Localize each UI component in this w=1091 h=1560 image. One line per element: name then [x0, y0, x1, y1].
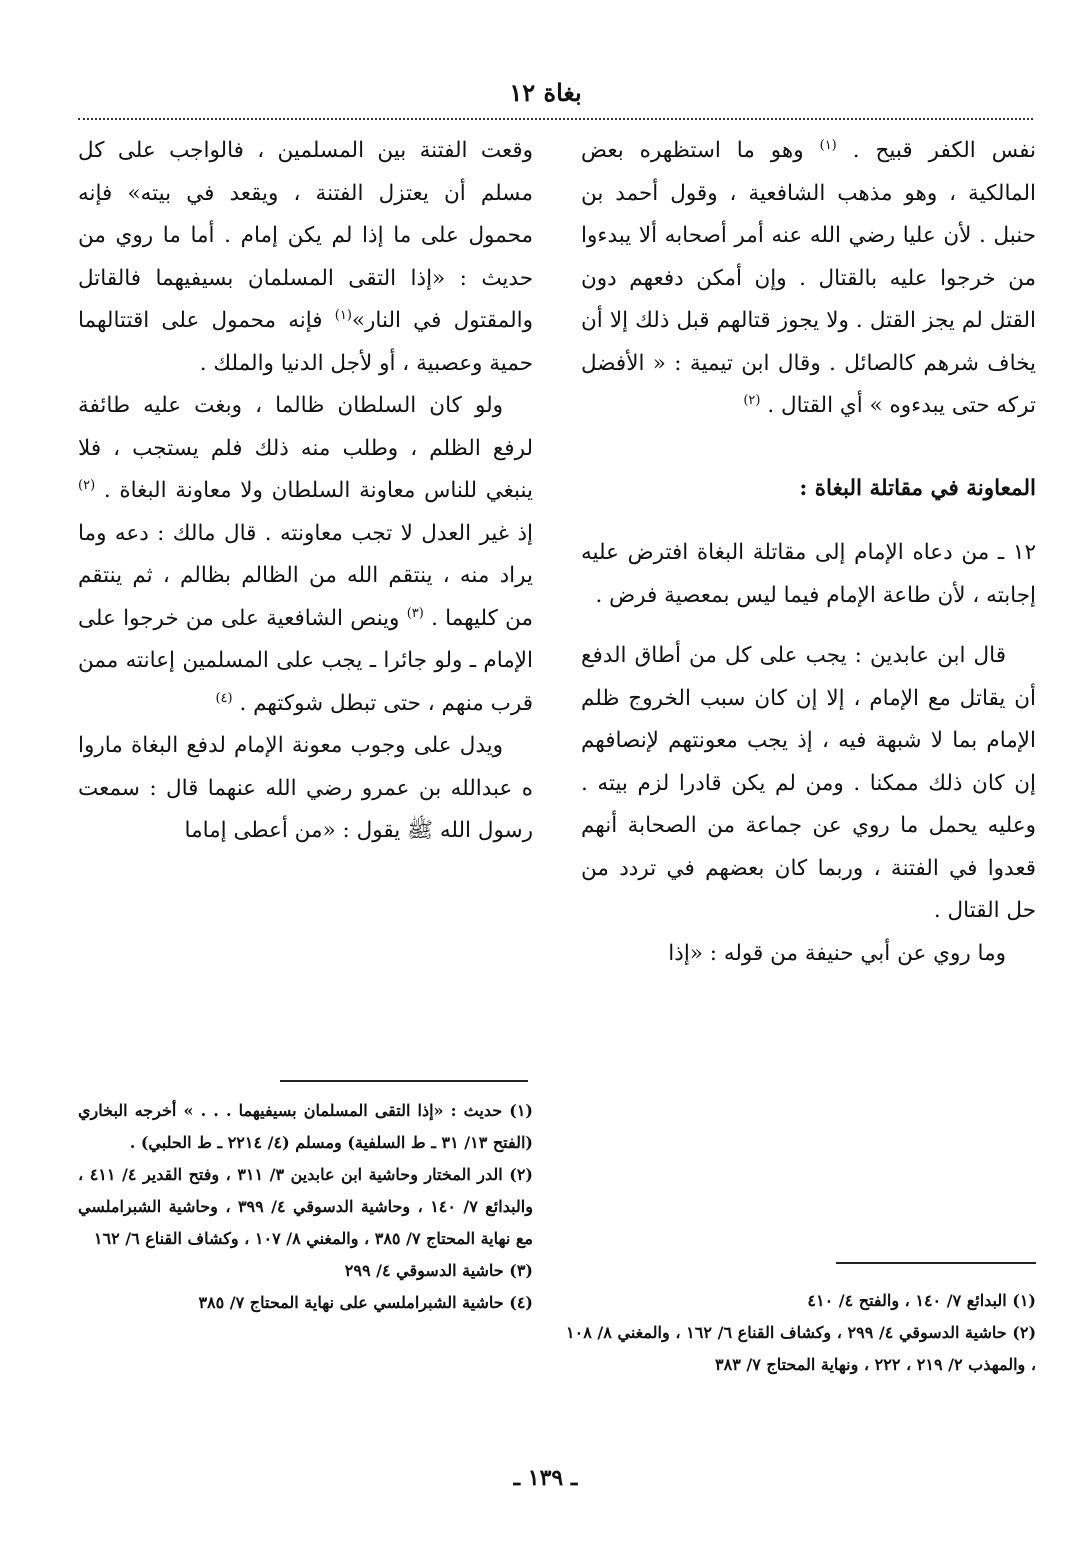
- page-number: ـ ١٣٩ ـ: [513, 1465, 578, 1491]
- paragraph: ويدل على وجوب معونة الإمام لدفع البغاة ماروا ه عبدالله بن عمرو رضي الله عنهما قال : سمعت رسول الله ﷺ يقول : «من أعطى إماما: [78, 733, 533, 843]
- footnote-ref[interactable]: (١): [819, 137, 837, 153]
- left-column: [78, 130, 533, 853]
- text-run: إذ غير العدل لا تجب معاونته . قال مالك : دعه وما يراد منه ، ينتقم الله من الظالم بظالم ، ثم ينتقم من كليهما .: [78, 520, 533, 631]
- paragraph: [78, 385, 533, 725]
- text-run: وينص الشافعية على من خرجوا على الإمام ـ ولو جائرا ـ يجب على المسلمين إعانته ممن قرب منهم ، حتى تبطل شوكتهم .: [78, 605, 533, 716]
- text-run: فإنه محمول على اقتتالهما حمية وعصبية ، أو لأجل الدنيا والملك .: [78, 308, 533, 376]
- footnote: (٢) الدر المختار وحاشية ابن عابدين ٣/ ٣١١ ، وفتح القدير ٤/ ٤١١ ، والبدائع ٧/ ١٤٠ ، وحاشية الدسوقي ٤/ ٣٩٩ ، وحاشية الشبراملسي مع نهاية المحتاج ٧/ ٣٨٥ ، والمغني ٨/ ١٠٧ ، وكشاف القناع ٦/ ١٦٢: [78, 1165, 533, 1248]
- footnote: (١) البدائع ٧/ ١٤٠ ، والفتح ٤/ ٤١٠: [807, 1291, 1036, 1310]
- footnote-divider: [836, 1262, 1036, 1264]
- paragraph: وما روي عن أبي حنيفة من قوله : «إذا: [668, 940, 1006, 966]
- footnote: (٣) حاشية الدسوقي ٤/ ٢٩٩: [344, 1261, 533, 1280]
- footnote: (٤) حاشية الشبراملسي على نهاية المحتاج ٧/ ٣٨٥: [198, 1293, 533, 1312]
- text-run: ولو كان السلطان ظالما ، وبغت عليه طائفة لرفع الظلم ، وطلب منه ذلك فلم يستجب ، فلا ينبغي للناس معاونة السلطان ولا معاونة البغاة .: [78, 393, 534, 503]
- footnote-ref[interactable]: (٤): [215, 690, 233, 706]
- paragraph: قال ابن عابدين : يجب على كل من أطاق الدفع أن يقاتل مع الإمام ، إلا إن كان سبب الخروج ظلم الإمام بما لا شبهة فيه ، إذ يجب معونتهم لإنصافهم إن كان ذلك ممكنا . ومن لم يكن قادرا لزم بيته . وعليه يحمل ما روي عن جماعة من الصحابة أنهم قعدوا في الفتنة ، وربما كان بعضهم في تردد من حل القتال .: [581, 643, 1036, 923]
- footnote: (١) حديث : «إذا التقى المسلمان بسيفيهما . . . » أخرجه البخاري (الفتح ١٣/ ٣١ ـ ط السلفية) ومسلم (٤/ ٢٢١٤ ـ ط الحلبي) .: [78, 1101, 533, 1152]
- running-header: بغاة ١٢: [509, 78, 582, 107]
- footnote-ref[interactable]: (٣): [406, 605, 424, 621]
- footnote-ref[interactable]: (٢): [743, 392, 761, 408]
- footnote-ref[interactable]: (٢): [78, 477, 96, 493]
- right-column: [581, 130, 1036, 975]
- footnote: (٢) حاشية الدسوقي ٤/ ٢٩٩ ، وكشاف القناع ٦/ ١٦٢ ، والمغني ٨/ ١٠٨ ، والمهذب ٢/ ٢١٩ ، ٢٢٢ ، ونهاية المحتاج ٧/ ٣٨٣: [566, 1323, 1037, 1374]
- paragraph: ١٢ ـ من دعاه الإمام إلى مقاتلة البغاة افترض عليه إجابته ، لأن طاعة الإمام فيما ليس بمعصية فرض .: [581, 540, 1036, 608]
- footnotes-left: [78, 1095, 533, 1319]
- footnote-divider: [280, 1080, 528, 1082]
- section-heading: المعاونة في مقاتلة البغاة :: [799, 475, 1036, 501]
- header-divider: [78, 118, 1033, 120]
- paragraph: [78, 130, 533, 385]
- text-run: نفس الكفر قبيح .: [852, 138, 1036, 163]
- paragraph: [581, 130, 1036, 428]
- footnotes-right: [566, 1285, 1036, 1381]
- text-run: وهو ما استظهره بعض المالكية ، وهو مذهب الشافعية ، وقول أحمد بن حنبل . لأن عليا رضي الله عنه أمر أصحابه ألا يبدءوا من خرجوا عليه بالقتال . وإن أمكن دفعهم دون القتل لم يجز القتل . ولا يجوز قتالهم قبل ذلك إلا أن يخاف شرهم كالصائل . وقال ابن تيمية : « الأفضل تركه حتى يبدءوه » أي القتال .: [581, 138, 1036, 418]
- footnote-ref[interactable]: (١): [334, 307, 352, 323]
- text-run: وقعت الفتنة بين المسلمين ، فالواجب على كل مسلم أن يعتزل الفتنة ، ويقعد في بيته» فإنه محمول على ما إذا لم يكن إمام . أما ما روي من حديث : «إذا التقى المسلمان بسيفيهما فالقاتل والمقتول في النار»: [78, 138, 533, 333]
